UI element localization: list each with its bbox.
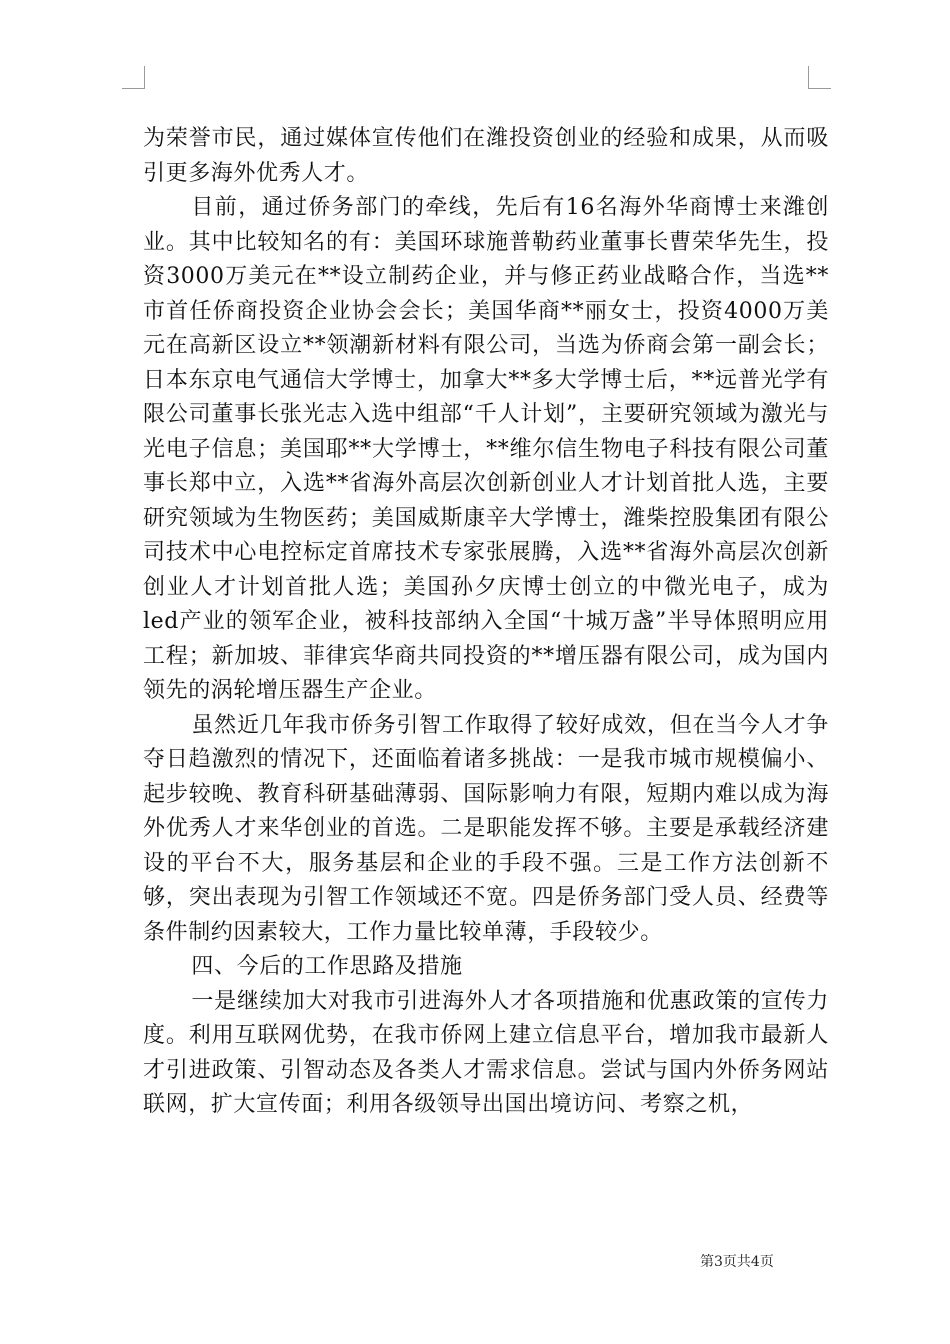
section-heading: 四、今后的工作思路及措施	[191, 954, 463, 979]
paragraph-continued: 为荣誉市民，通过媒体宣传他们在潍投资创业的经验和成果，从而吸引更多海外优秀人才。	[143, 126, 829, 186]
paragraph-measures: 一是继续加大对我市引进海外人才各项措施和优惠政策的宣传力度。利用互联网优势，在我市侨网上建立信息平台，增加我市最新人才引进政策、引智动态及各类人才需求信息。尝试与国内外侨务网站联网，扩大宣传面；利用各级领导出国出境访问、考察之机，	[143, 988, 829, 1117]
paragraph-challenges: 虽然近几年我市侨务引智工作取得了较好成效，但在当今人才争夺日趋激烈的情况下，还面临着诸多挑战：一是我市城市规模偏小、起步较晚、教育科研基础薄弱、国际影响力有限，短期内难以成为海外优秀人才来华创业的首选。二是职能发挥不够。主要是承载经济建设的平台不大，服务基层和企业的手段不强。三是工作方法创新不够，突出表现为引智工作领域还不宽。四是侨务部门受人员、经费等条件制约因素较大，工作力量比较单薄，手段较少。	[143, 712, 829, 945]
page-number: 第3页共4页	[700, 1254, 774, 1270]
margin-corner-mark-top-left	[122, 66, 145, 89]
document-body	[143, 122, 829, 1123]
paragraph-overseas-doctors: 目前，通过侨务部门的牵线，先后有16名海外华商博士来潍创业。其中比较知名的有：美国环球施普勒药业董事长曹荣华先生，投资3000万美元在**设立制药企业，并与修正药业战略合作，当选**市首任侨商投资企业协会会长；美国华商**丽女士，投资4000万美元在高新区设立**领潮新材料有限公司，当选为侨商会第一副会长；日本东京电气通信大学博士，加拿大**多大学博士后，**远普光学有限公司董事长张光志入选中组部“千人计划”，主要研究领域为激光与光电子信息；美国耶**大学博士，**维尔信生物电子科技有限公司董事长郑中立，入选**省海外高层次创新创业人才计划首批人选，主要研究领域为生物医药；美国威斯康辛大学博士，潍柴控股集团有限公司技术中心电控标定首席技术专家张展腾，入选**省海外高层次创新创业人才计划首批人选；美国孙夕庆博士创立的中微光电子，成为led产业的领军企业，被科技部纳入全国“十城万盏”半导体照明应用工程；新加坡、菲律宾华商共同投资的**增压器有限公司，成为国内领先的涡轮增压器生产企业。	[143, 195, 829, 703]
margin-corner-mark-top-right	[808, 66, 831, 89]
